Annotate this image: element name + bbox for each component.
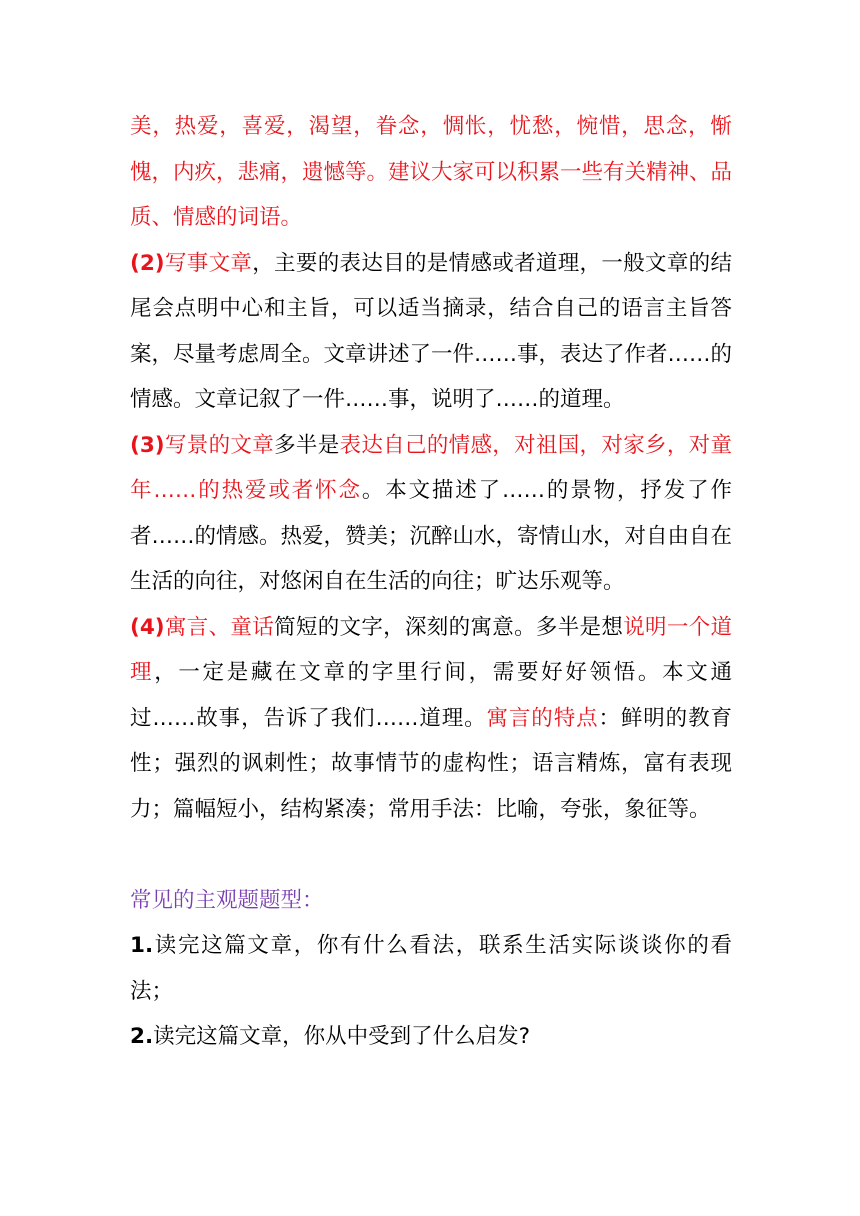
item-4-mid: 简短的文字，深刻的寓意。多半是想 [274,614,624,640]
item-4-number: (4) [130,614,165,640]
section-heading-text: 常见的主观题题型： [130,887,324,913]
document-page [130,104,732,1060]
item-3-body: 。本文描述了……的景物，抒发了作者……的情感。热爱，赞美；沉醉山水，寄情山水，对自由自在生活的向往，对悠闲自在生活的向往；旷达乐观等。 [130,478,733,594]
item-2-title: 写事文章 [164,250,253,276]
intro-paragraph [130,104,732,241]
item-4-feature-body: ：鲜明的教育性；强烈的讽刺性；故事情节的虚构性；语言精炼，富有表现力；篇幅短小，结构紧凑；常用手法：比喻，夸张，象征等。 [130,705,732,822]
question-2-number: 2. [130,1024,154,1049]
item-4-highlight: 说明一个道理 [130,614,732,685]
item-3-title: 写景的文章 [164,432,275,458]
question-2-text: 读完这篇文章，你从中受到了什么启发? [153,1024,531,1049]
blank-line [130,832,732,878]
item-2-body: ，主要的表达目的是情感或者道理，一般文章的结尾会点明中心和主旨，可以适当摘录，结合自己的语言主旨答案，尽量考虑周全。文章讲述了一件……事，表达了作者……的情感。文章记叙了一件……事，说明了……的道理。 [130,250,733,412]
item-4-title: 寓言、童话 [164,614,275,640]
item-3-mid: 多半是 [274,432,340,458]
item-3-number: (3) [130,432,165,458]
question-2 [130,1014,732,1060]
item-3-paragraph [130,423,732,605]
item-3-highlight: 表达自己的情感，对祖国，对家乡，对童年……的热爱或者怀念 [130,432,732,503]
item-4-paragraph [130,605,732,833]
intro-text: 美，热爱，喜爱，渴望，眷念，惆怅，忧愁，惋惜，思念，惭愧，内疚，悲痛，遗憾等。建议大家可以积累一些有关精神、品质、情感的词语。 [130,114,733,230]
item-4-feature-label: 寓言的特点 [486,705,599,731]
question-1-number: 1. [130,933,154,958]
question-1 [130,923,732,1014]
item-2-paragraph [130,241,732,423]
question-1-text: 读完这篇文章，你有什么看法，联系生活实际谈谈你的看法； [130,933,732,1004]
item-4-body: ，一定是藏在文章的字里行间，需要好好领悟。本文通过……故事，告诉了我们……道理。 [130,660,732,731]
section-heading [130,878,732,924]
item-2-number: (2) [130,250,165,276]
